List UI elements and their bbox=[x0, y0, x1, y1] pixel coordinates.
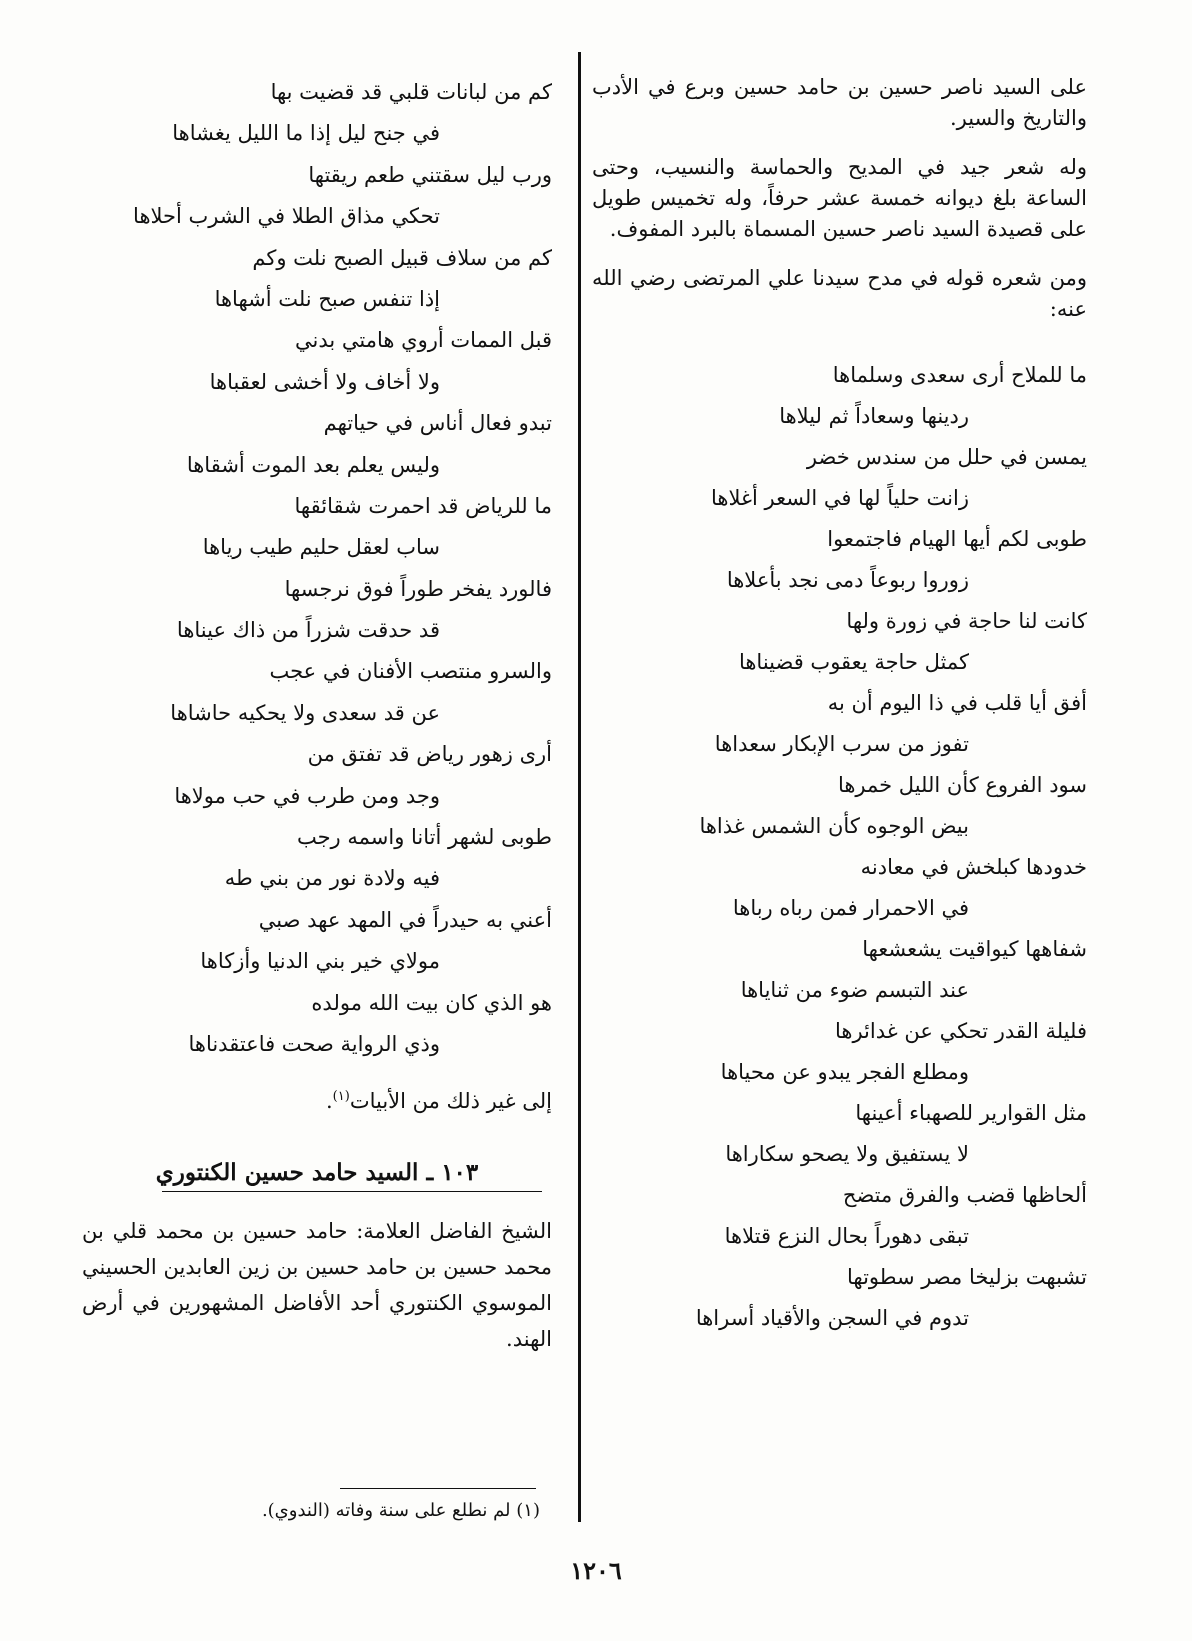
verse-line: وجد ومن طرب في حب مولاها bbox=[174, 783, 440, 808]
verse-line: عند التبسم ضوء من ثناياها bbox=[740, 978, 969, 1002]
section-heading-text: ١٠٣ ـ السيد حامد حسين الكنتوري bbox=[155, 1159, 479, 1187]
verse-line: تبقى دهوراً بحال النزع قتلاها bbox=[724, 1224, 969, 1248]
verse-line: كمثل حاجة يعقوب قضيناها bbox=[738, 650, 969, 674]
verse-line: وليس يعلم بعد الموت أشقاها bbox=[186, 452, 440, 477]
verse-line: قبل الممات أروي هامتي بدني bbox=[295, 328, 552, 353]
ending-punct: . bbox=[325, 1089, 333, 1114]
verse-line: فالورد يفخر طوراً فوق نرجسها bbox=[284, 576, 552, 601]
verse-line: لا يستفيق ولا يصحو سكاراها bbox=[725, 1142, 969, 1166]
verse-line: ولا أخاف ولا أخشى لعقباها bbox=[209, 369, 440, 394]
verse-line: تدوم في السجن والأقياد أسراها bbox=[695, 1306, 969, 1330]
verse-line: قد حدقت شزراً من ذاك عيناها bbox=[176, 618, 440, 643]
verse-line: ورب ليل سقتني طعم ريقتها bbox=[308, 162, 552, 187]
footnote-ref: (١) bbox=[332, 1089, 350, 1105]
verse-line: خدودها كبلخش في معادنه bbox=[860, 855, 1087, 879]
verse-line: يمسن في حلل من سندس خضر bbox=[806, 445, 1087, 469]
verse-line: تفوز من سرب الإبكار سعداها bbox=[714, 732, 969, 756]
verse-line: فيه ولادة نور من بني طه bbox=[224, 866, 440, 891]
verse-line: ما للرياض قد احمرت شقائقها bbox=[294, 493, 552, 518]
verse-line: مولاي خير بني الدنيا وأزكاها bbox=[200, 949, 440, 974]
verse-line: كم من لبانات قلبي قد قضيت بها bbox=[270, 80, 552, 104]
verse-line: بيض الوجوه كأن الشمس غذاها bbox=[699, 814, 969, 838]
verse-line: في جنح ليل إذا ما الليل يغشاها bbox=[172, 121, 440, 146]
right-column bbox=[592, 72, 1087, 1339]
verse-line: أفق أيا قلب في ذا اليوم أن به bbox=[827, 691, 1087, 715]
verse-line: هو الذي كان بيت الله مولده bbox=[311, 990, 552, 1015]
verse-line: تبدو فعال أناس في حياتهم bbox=[323, 411, 552, 436]
verse-line: عن قد سعدى ولا يحكيه حاشاها bbox=[170, 700, 440, 725]
verse-line: مثل القوارير للصهباء أعينها bbox=[855, 1101, 1087, 1125]
verse-line: ما للملاح أرى سعدى وسلماها bbox=[832, 363, 1087, 387]
verse-line: أرى زهور رياض قد تفتق من bbox=[307, 742, 552, 767]
verse-line: إذا تنفس صبح نلت أشهاها bbox=[214, 286, 440, 311]
page-number: ١٢٠٦ bbox=[570, 1556, 622, 1585]
footnote-rule bbox=[340, 1488, 536, 1489]
verse-line: زوروا ربوعاً دمى نجد بأعلاها bbox=[726, 568, 969, 592]
verse-line: كانت لنا حاجة في زورة ولها bbox=[846, 609, 1087, 633]
verse-line: شفاهها كيواقيت يشعشعها bbox=[862, 937, 1087, 961]
verse-line: أعني به حيدراً في المهد عهد صبي bbox=[258, 907, 552, 932]
section-heading bbox=[82, 1159, 552, 1192]
ending-text: إلى غير ذلك من الأبيات bbox=[349, 1089, 552, 1114]
verse-line: فليلة القدر تحكي عن غدائرها bbox=[834, 1019, 1087, 1043]
verse-line: تحكي مذاق الطلا في الشرب أحلاها bbox=[133, 204, 440, 229]
heading-underline bbox=[162, 1191, 542, 1192]
column-divider bbox=[578, 52, 581, 1522]
verse-line: والسرو منتصب الأفنان في عجب bbox=[269, 659, 552, 684]
verse-line: وذي الرواية صحت فاعتقدناها bbox=[188, 1031, 440, 1056]
verse-line: ومطلع الفجر يبدو عن محياها bbox=[720, 1060, 969, 1084]
verse-line: ساب لعقل حليم طيب رياها bbox=[202, 535, 440, 560]
poem-verses bbox=[82, 72, 552, 1065]
poem-verses bbox=[592, 355, 1087, 1339]
verse-line: طوبى لشهر أتانا واسمه رجب bbox=[296, 825, 552, 850]
verse-line: سود الفروع كأن الليل خمرها bbox=[837, 773, 1087, 797]
verse-line: طوبى لكم أيها الهيام فاجتمعوا bbox=[827, 527, 1087, 551]
verse-line: كم من سلاف قبيل الصبح نلت وكم bbox=[252, 245, 552, 270]
paragraph: على السيد ناصر حسين بن حامد حسين وبرع في الأدب والتاريخ والسير. bbox=[592, 75, 1087, 130]
paragraph: وله شعر جيد في المديح والحماسة والنسيب، وحتى الساعة بلغ ديوانه خمسة عشر حرفاً، وله تخميس طويل على قصيدة السيد ناصر حسين المسماة بالبرد المفوف. bbox=[592, 155, 1087, 241]
verse-line: تشبهت بزليخا مصر سطوتها bbox=[846, 1265, 1087, 1289]
footnote: (١) لم نطلع على سنة وفاته (الندوي). bbox=[261, 1500, 540, 1521]
paragraph: ومن شعره قوله في مدح سيدنا علي المرتضى رضي الله عنه: bbox=[592, 266, 1087, 321]
left-column bbox=[82, 72, 552, 1378]
verse-line: ألحاظها قضب والفرق متضح bbox=[842, 1183, 1087, 1207]
poem-ending bbox=[82, 1081, 552, 1117]
verse-line: ردينها وسعاداً ثم ليلاها bbox=[779, 404, 969, 428]
bio-paragraph: الشيخ الفاضل العلامة: حامد حسين بن محمد قلي بن محمد حسين بن حامد حسين بن زين العابدين الحسيني الموسوي الكنتوري أحد الأفاضل المشهورين في أرض الهند. bbox=[82, 1219, 552, 1352]
verse-line: زانت حلياً لها في السعر أغلاها bbox=[710, 486, 969, 510]
verse-line: في الاحمرار فمن رباه رباها bbox=[732, 896, 969, 920]
